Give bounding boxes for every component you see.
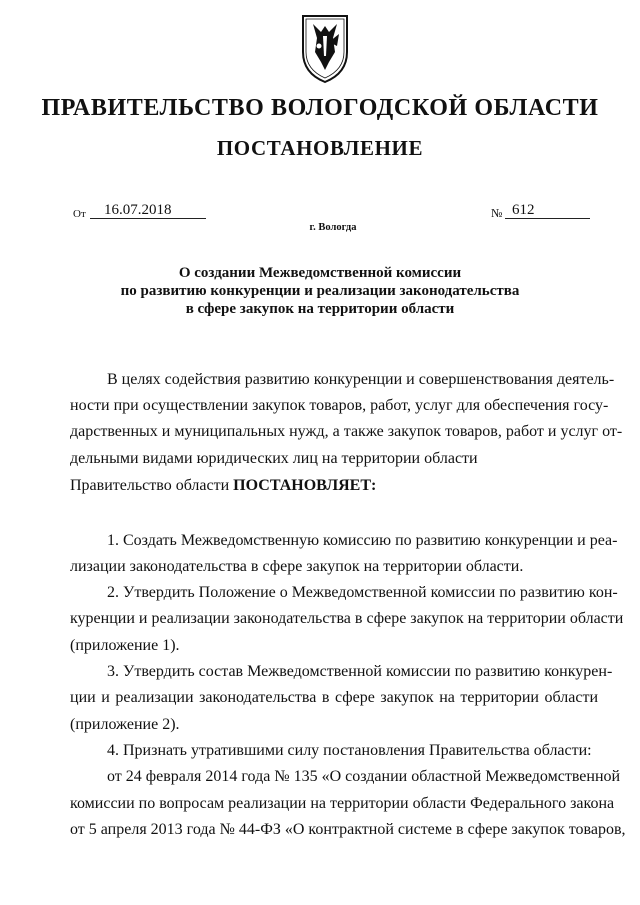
preamble-line: В целях содействия развитию конкуренции и совершенствования деятель-	[107, 371, 615, 388]
item-line: от 5 апреля 2013 года № 44-ФЗ «О контрактной системе в сфере закупок товаров,	[70, 821, 626, 838]
item-line: лизации законодательства в сфере закупок на территории области.	[70, 558, 524, 575]
preamble-line: дельными видами юридических лиц на территории области	[70, 450, 478, 467]
item-line: 1. Создать Межведомственную комиссию по развитию конкуренции и реа-	[107, 532, 618, 549]
coat-of-arms-emblem	[299, 12, 351, 84]
subject-line: О создании Межведомственной комиссии	[178, 265, 462, 281]
preamble-line: ности при осуществлении закупок товаров, работ, услуг для обеспечения госу-	[70, 397, 609, 414]
document-type-title: ПОСТАНОВЛЕНИЕ	[216, 136, 424, 160]
document-subject	[0, 264, 640, 318]
item-line: (приложение 2).	[70, 716, 180, 733]
city-label: г. Вологда	[309, 222, 357, 233]
item-line: ции и реализации законодательства в сфере закупок на территории области	[70, 689, 598, 706]
subject-line: в сфере закупок на территории области	[185, 301, 455, 317]
decree-keyword: ПОСТАНОВЛЯЕТ:	[233, 477, 377, 494]
item-line: комиссии по вопросам реализации на территории области Федерального закона	[70, 795, 615, 812]
item-line: от 24 февраля 2014 года № 135 «О создании областной Межведомственной	[107, 768, 621, 785]
preamble-line: дарственных и муниципальных нужд, а также закупок товаров, работ и услуг от-	[70, 423, 623, 440]
item-line: 4. Признать утратившими силу постановления Правительства области:	[107, 742, 592, 759]
government-title: ПРАВИТЕЛЬСТВО ВОЛОГОДСКОЙ ОБЛАСТИ	[41, 95, 599, 121]
subject-line: по развитию конкуренции и реализации законодательства	[120, 283, 520, 299]
number-prefix: №	[491, 206, 503, 220]
document-number: 612	[512, 202, 535, 218]
date-prefix: От	[73, 208, 86, 220]
preamble-line: Правительство области ПОСТАНОВЛЯЕТ:	[70, 477, 377, 494]
item-line: 2. Утвердить Положение о Межведомственной комиссии по развитию кон-	[107, 584, 618, 601]
item-line: (приложение 1).	[70, 637, 180, 654]
item-line: куренции и реализации законодательства в сфере закупок на территории области	[70, 610, 624, 627]
document-date: 16.07.2018	[104, 202, 172, 218]
item-line: 3. Утвердить состав Межведомственной комиссии по развитию конкурен-	[107, 663, 613, 680]
